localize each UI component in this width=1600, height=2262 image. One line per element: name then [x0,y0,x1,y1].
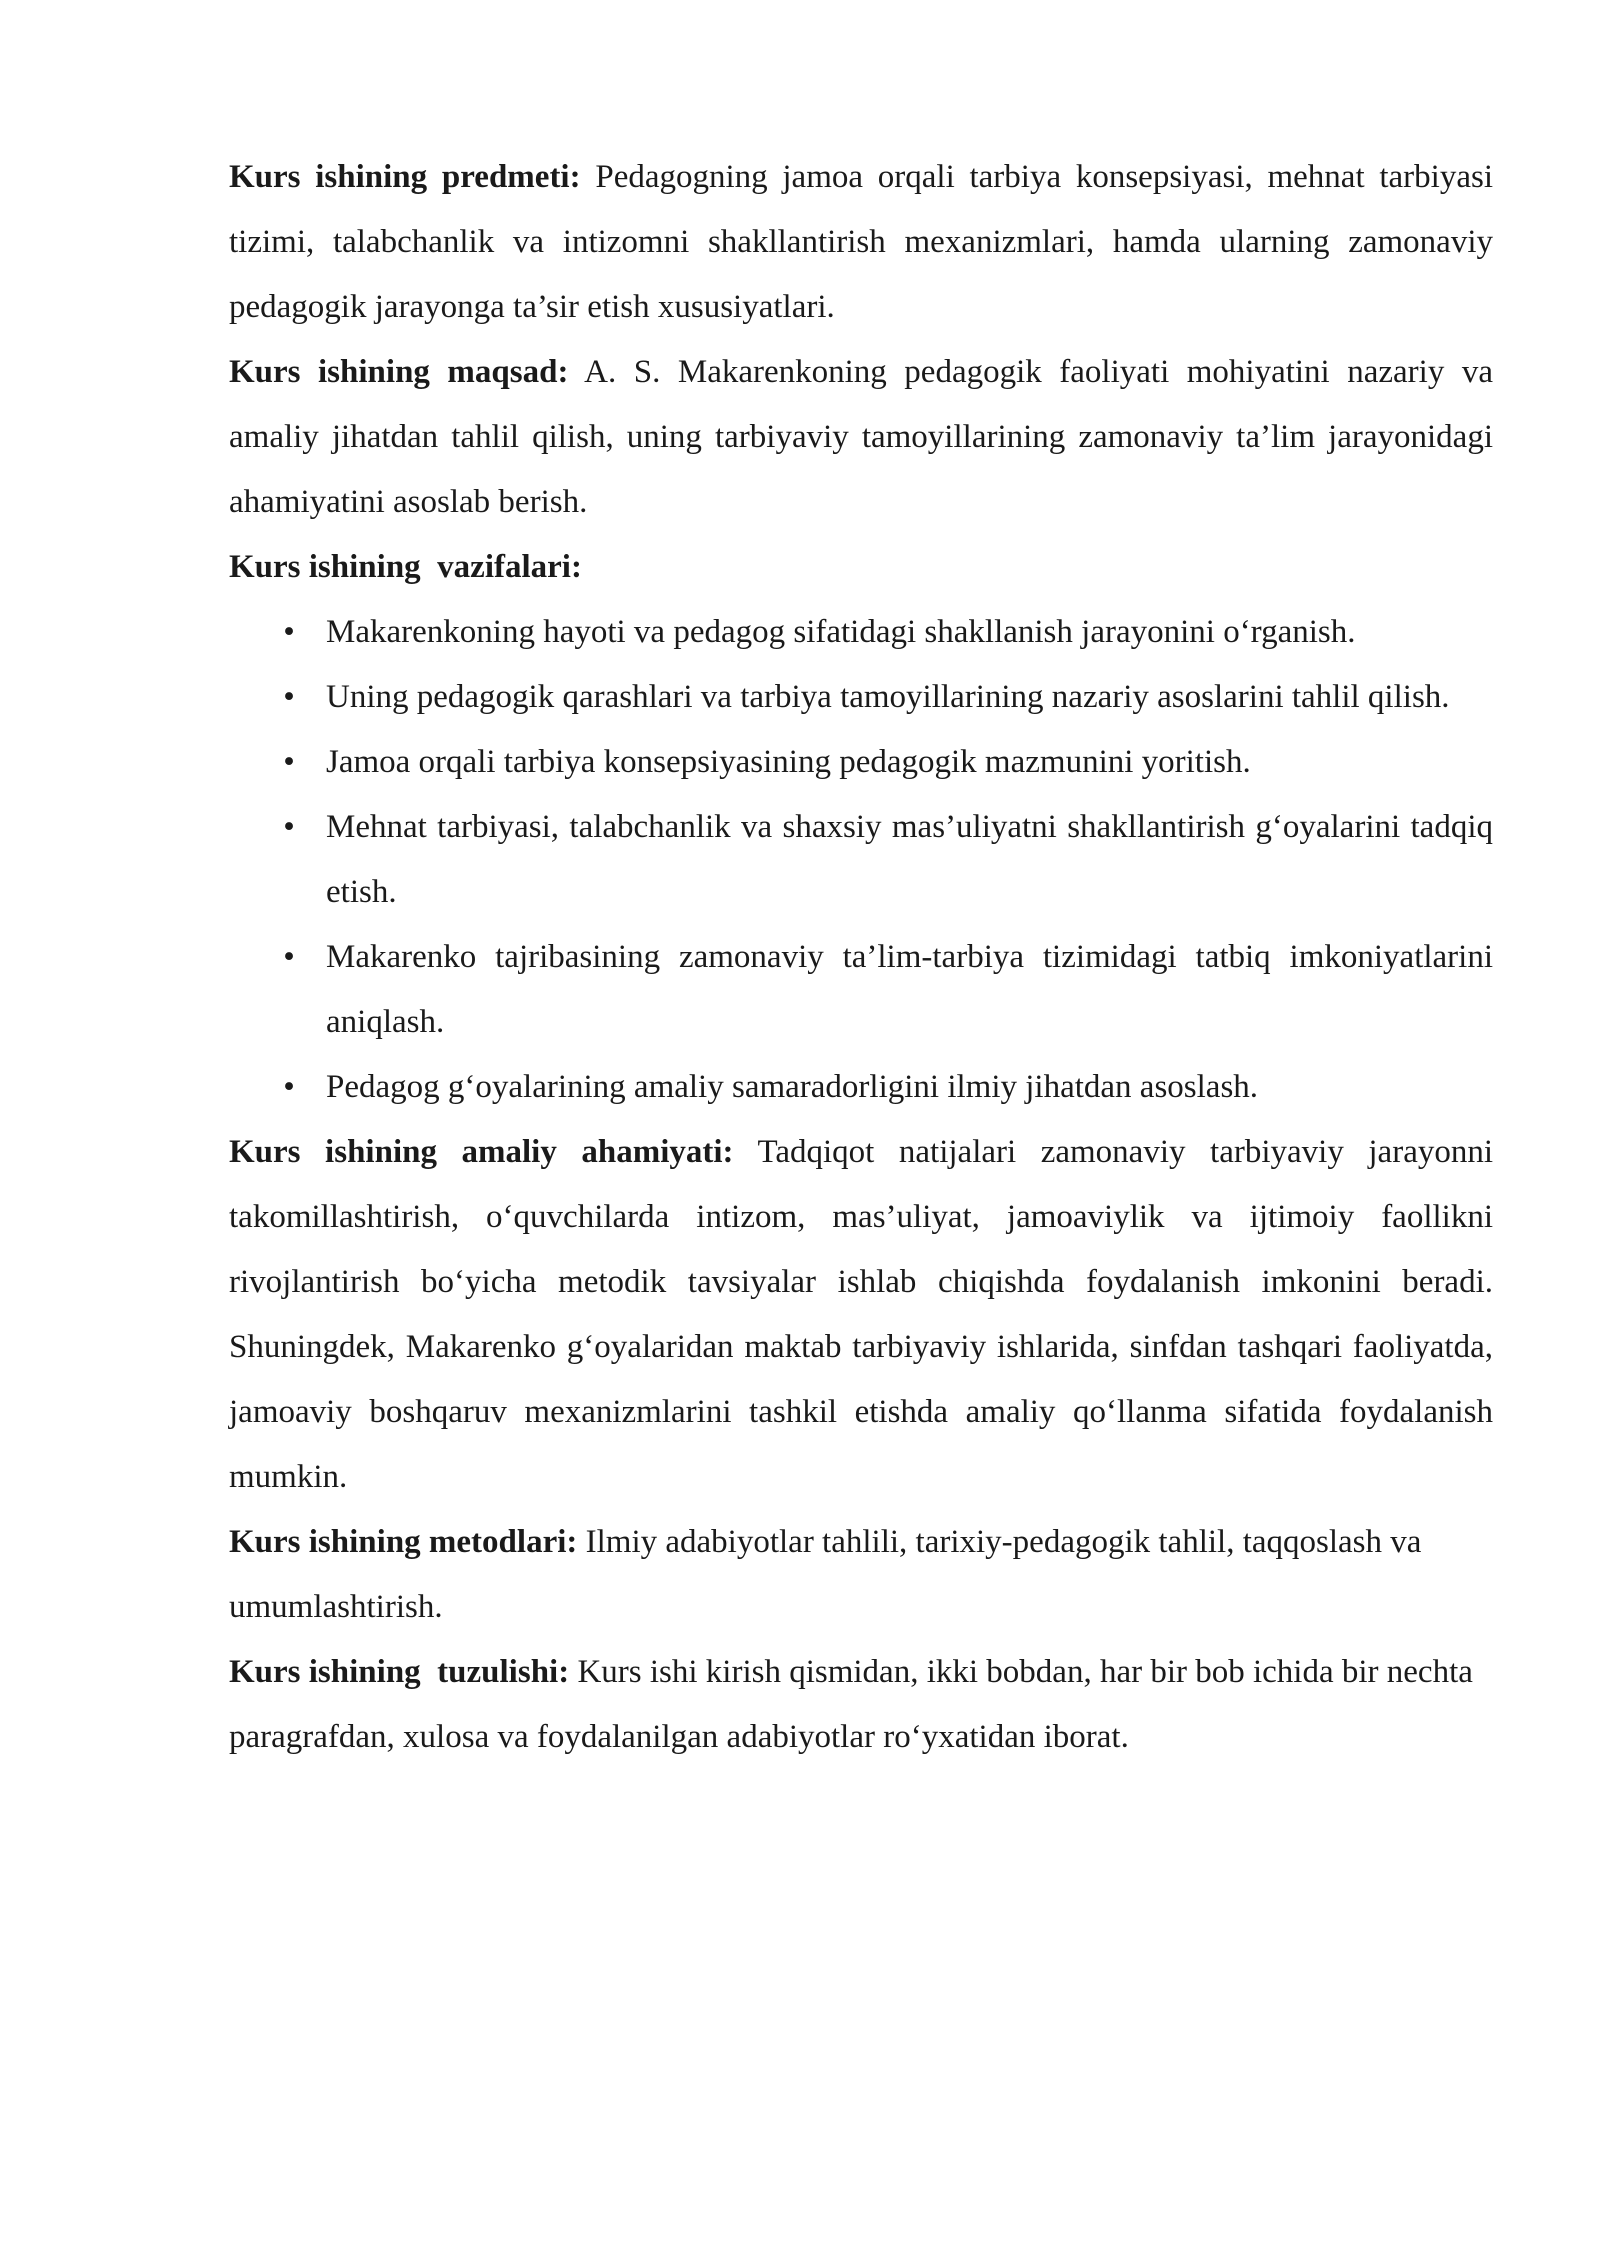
bullet-icon: • [283,1069,295,1105]
methods-text: Ilmiy adabiyotlar tahlili, tarixiy-pedagogik tahlil, taqqoslash va umumlashtirish. [229,1524,1422,1625]
subject-paragraph [229,145,1493,340]
list-item [229,730,1493,795]
bullet-icon: • [283,809,295,845]
subject-heading: Kurs ishining predmeti: [229,159,581,195]
list-item-text: Pedagog g‘oyalarining amaliy samaradorligini ilmiy jihatdan asoslash. [326,1069,1259,1105]
list-item [229,665,1513,730]
bullet-icon: • [283,614,295,650]
tasks-heading: Kurs ishining vazifalari: [229,549,582,585]
bullet-icon: • [283,744,295,780]
list-item-text: Mehnat tarbiyasi, talabchanlik va shaxsiy mas’uliyatni shakllantirish g‘oyalarini tadqiq etish. [326,809,1493,910]
goal-heading: Kurs ishining maqsad: [229,354,569,390]
practical-heading: Kurs ishining amaliy ahamiyati: [229,1134,734,1170]
list-item [229,925,1493,1055]
list-item-text: Makarenkoning hayoti va pedagog sifatidagi shakllanish jarayonini o‘rganish. [326,614,1356,650]
goal-text: A. S. Makarenkoning pedagogik faoliyati mohiyatini nazariy va amaliy jihatdan tahlil qilish, uning tarbiyaviy tamoyillarining zamonaviy ta’lim jarayonidagi ahamiyatini asoslab berish. [229,354,1493,520]
methods-paragraph [229,1510,1493,1640]
methods-heading: Kurs ishining metodlari: [229,1524,578,1560]
bullet-icon: • [283,679,295,715]
goal-paragraph [229,340,1493,535]
structure-heading: Kurs ishining tuzulishi: [229,1654,570,1690]
practical-paragraph [229,1120,1493,1510]
practical-text: Tadqiqot natijalari zamonaviy tarbiyaviy jarayonni takomillashtirish, o‘quvchilarda intizom, mas’uliyat, jamoaviylik va ijtimoiy faollikni rivojlantirish bo‘yicha metodik tavsiyalar ishlab chiqishda foydalanish imkonini beradi. Shuningdek, Makarenko g‘oyalaridan maktab tarbiyaviy ishlarida, sinfdan tashqari faoliyatda, jamoaviy boshqaruv mexanizmlarini tashkil etishda amaliy qo‘llanma sifatida foydalanish mumkin. [229,1134,1494,1495]
list-item [229,795,1493,925]
list-item-text: Uning pedagogik qarashlari va tarbiya tamoyillarining nazariy asoslarini tahlil qilish. [326,679,1450,715]
subject-text: Pedagogning jamoa orqali tarbiya konsepsiyasi, mehnat tarbiyasi tizimi, talabchanlik va intizomni shakllantirish mexanizmlari, hamda ularning zamonaviy pedagogik jarayonga ta’sir etish xususiyatlari. [229,159,1493,325]
list-item-text: Makarenko tajribasining zamonaviy ta’lim-tarbiya tizimidagi tatbiq imkoniyatlarini aniqlash. [326,939,1493,1040]
tasks-list [229,600,1493,1120]
tasks-heading-paragraph [229,535,1493,600]
structure-paragraph [229,1640,1493,1770]
bullet-icon: • [283,939,295,975]
list-item [229,1055,1493,1120]
list-item [229,600,1493,665]
list-item-text: Jamoa orqali tarbiya konsepsiyasining pedagogik mazmunini yoritish. [326,744,1251,780]
structure-text: Kurs ishi kirish qismidan, ikki bobdan, har bir bob ichida bir nechta paragrafdan, xulosa va foydalanilgan adabiyotlar ro‘yxatidan iborat. [229,1654,1473,1755]
document-page [229,145,1493,1770]
